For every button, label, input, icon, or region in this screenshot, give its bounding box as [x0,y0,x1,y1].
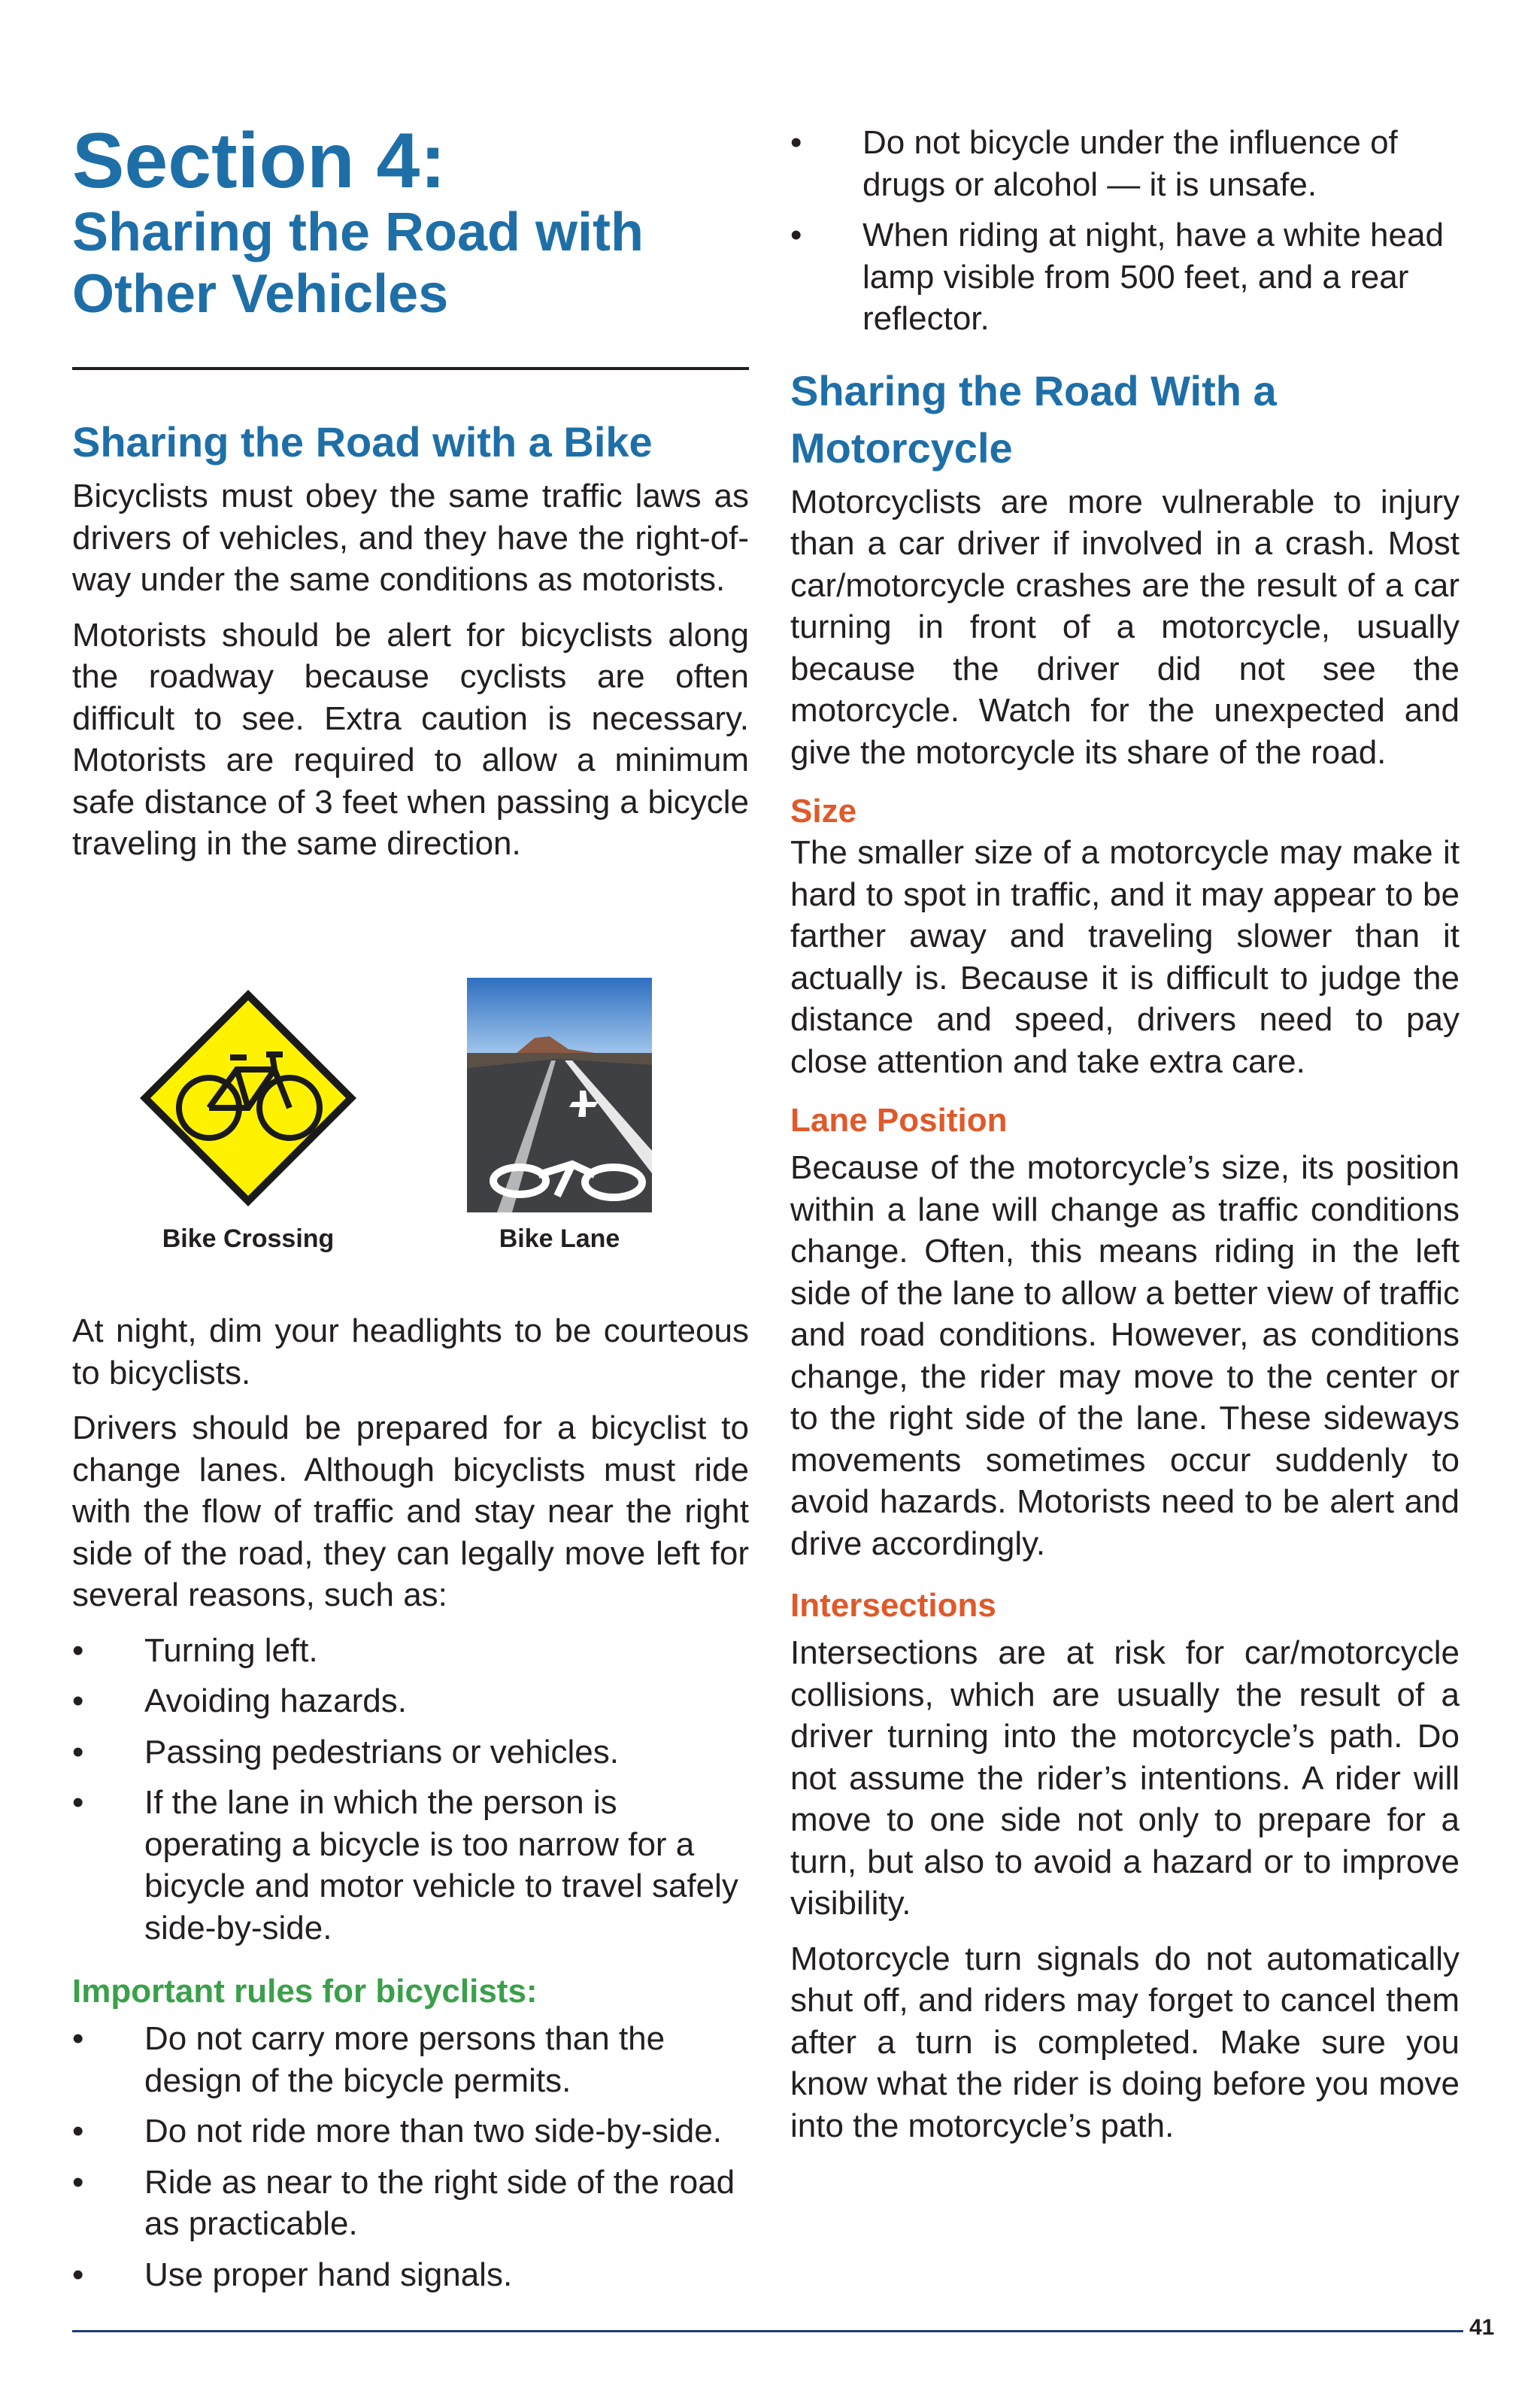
list-item [72,2110,749,2153]
motorcycle-paragraph: Motorcyclists are more vulnerable to injury than a car driver if involved in a crash. Most car/motorcycle crashes are the result of a car turning in front of a motorcycle, usually because the driver did not see the motorcycle. Watch for the unexpected and give the motorcycle its share of the road. [790,483,1460,771]
right-column [790,122,1460,2160]
bullet: • [72,1682,84,1719]
bullet: • [72,1631,84,1669]
section-subtitle-line: Other Vehicles [72,264,449,324]
figure-caption: Bike Lane [499,1224,620,1253]
list-item [790,122,1460,205]
list-item-text: Turning left. [144,1631,318,1669]
list-item [790,214,1460,340]
section-subtitle [72,202,749,325]
section-title: Section 4: [72,117,446,205]
size-heading: Size [790,793,857,830]
bullet: • [72,1784,84,1821]
bike-paragraph: Motorists should be alert for bicyclists along the roadway because cyclists are often difficult to see. Extra caution is necessary. Motorists are required to allow a minimum safe distance of 3 feet when passing a bicycle traveling in the same direction. [72,616,749,862]
list-item [72,1630,749,1672]
intersections-heading: Intersections [790,1587,996,1624]
reasons-list [72,1630,749,1949]
bike-crossing-icon [135,985,361,1211]
bike-lane-photo [467,978,652,1212]
section-divider [72,367,749,370]
bike-lane-icon [467,978,652,1212]
bike-heading: Sharing the Road with a Bike [72,418,653,466]
intersections-paragraph: Intersections are at risk for car/motorcycle collisions, which are usually the result of a driver turning into the motorcycle’s path. Do not assume the rider’s intentions. A rider will move to one side not only to prepare for a turn, but also to avoid a hazard or to improve visibility. [790,1634,1460,1922]
left-column-top [72,414,749,878]
left-column-bottom [72,1310,749,2304]
bullet: • [72,2163,84,2201]
lane-position-paragraph: Because of the motorcycle’s size, its position within a lane will change as traffic conditions change. Often, this means riding in the left side of the lane to allow a better view of traffic and road conditions. However, as conditions change, the rider may move to the center or to the right side of the lane. These sideways movements sometimes occur suddenly to avoid hazards. Motorists need to be alert and drive accordingly. [790,1149,1460,1562]
list-item [72,2018,749,2101]
list-item [72,1782,749,1949]
rules-heading: Important rules for bicyclists: [72,1973,538,2010]
size-paragraph: The smaller size of a motorcycle may make it hard to spot in traffic, and it may appear to be farther away and traveling slower than it actually is. Because it is difficult to judge the distance and speed, drivers need to pay close attention and take extra care. [790,834,1460,1080]
bullet: • [72,2020,84,2057]
page-number: 41 [1469,2315,1495,2340]
bullet: • [72,2113,84,2150]
list-item [72,1680,749,1722]
rules-list-continued [790,122,1460,340]
bike-paragraph: Drivers should be prepared for a bicyclist to change lanes. Although bicyclists must ride with the flow of traffic and stay near the right side of the road, they can legally move left for several reasons, such as: [72,1409,749,1613]
motorcycle-heading-line: Motorcycle [790,423,1013,472]
bike-paragraph: Bicyclists must obey the same traffic laws as drivers of vehicles, and they have the right-of-way under the same conditions as motorists. [72,478,749,598]
figure-caption: Bike Crossing [162,1224,335,1253]
motorcycle-heading-line: Sharing the Road With a [790,366,1277,414]
list-item-text: Do not bicycle under the influence of drugs or alcohol — it is unsafe. [862,124,1398,203]
list-item-text: Ride as near to the right side of the road as practicable. [144,2163,735,2242]
list-item [72,1731,749,1773]
list-item-text: Avoiding hazards. [144,1682,407,1719]
list-item-text: When riding at night, have a white head lamp visible from 500 feet, and a rear reflector. [862,217,1444,337]
bike-crossing-sign [135,985,361,1211]
footer-rule [72,2330,1463,2332]
list-item [72,2254,749,2296]
list-item-text: Do not ride more than two side-by-side. [144,2113,722,2150]
rules-list [72,2018,749,2295]
section-subtitle-line: Sharing the Road with [72,202,644,262]
bullet: • [72,1733,84,1770]
bullet: • [72,2256,84,2293]
list-item-text: Do not carry more persons than the design of the bicycle permits. [144,2020,665,2099]
lane-position-heading: Lane Position [790,1102,1008,1139]
intersections-paragraph: Motorcycle turn signals do not automatically shut off, and riders may forget to cancel them after a turn is completed. Make sure you know what the rider is doing before you move into the motorcycle’s path. [790,1940,1460,2144]
list-item-text: Use proper hand signals. [144,2256,513,2293]
list-item-text: If the lane in which the person is operating a bicycle is too narrow for a bicycle and motor vehicle to travel safely side-by-side. [144,1784,738,1946]
bullet: • [790,217,802,253]
list-item [72,2162,749,2245]
bullet: • [790,124,802,161]
list-item-text: Passing pedestrians or vehicles. [144,1733,619,1770]
bike-paragraph: At night, dim your headlights to be courteous to bicyclists. [72,1312,749,1391]
motorcycle-heading [790,363,1460,477]
